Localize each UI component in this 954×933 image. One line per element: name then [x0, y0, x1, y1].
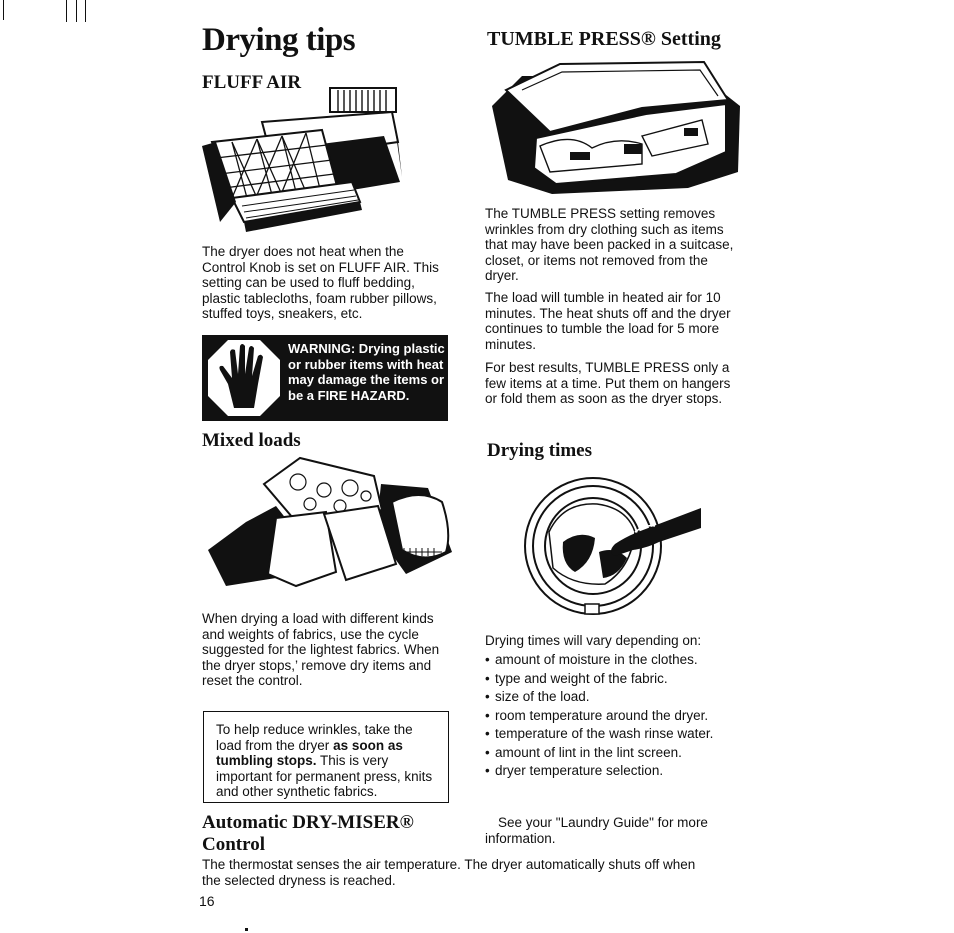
scan-dot — [245, 928, 248, 931]
wrinkle-tip-box — [203, 711, 449, 803]
automatic-control-heading — [202, 812, 414, 856]
automatic-heading-line1: Automatic DRY-MISER® — [202, 812, 414, 833]
mixed-fabrics-illustration — [206, 452, 452, 594]
open-suitcase-illustration — [492, 56, 740, 196]
tip-text-bold: as soon as tumbling stops. — [216, 737, 403, 768]
bedding-pile-illustration — [202, 82, 448, 234]
page-title: Drying tips — [202, 22, 356, 58]
drying-times-note: See your "Laundry Guide" for more information. — [485, 815, 708, 846]
scan-mark — [76, 0, 77, 22]
tip-text-start: To help reduce wrinkles, take the load from the dryer — [216, 722, 413, 753]
automatic-heading-line2: Control — [202, 834, 265, 855]
fluff-air-heading: FLUFF AIR — [202, 72, 302, 93]
dryer-drum-hand-illustration — [523, 472, 701, 622]
drying-times-intro: Drying times will vary depending on: — [485, 633, 702, 648]
mixed-loads-body: When drying a load with different kinds and weights of fabrics, use the cycle suggested for the lightest fabrics. When the dryer stops,’ remove dry items and reset the control. — [202, 611, 440, 688]
automatic-control-body: The thermostat senses the air temperature. The dryer automatically shuts off when the selected dryness is reached. — [202, 857, 696, 888]
page-number: 16 — [199, 893, 215, 909]
warning-text: WARNING: Drying plastic or rubber items with heat may damage the items or be a FIRE HAZARD. — [288, 341, 445, 403]
list-item: • type and weight of the fabric. — [485, 671, 725, 687]
scan-mark — [3, 0, 4, 20]
list-item: • temperature of the wash rinse water. — [485, 726, 725, 742]
tumble-press-para1: The TUMBLE PRESS setting removes wrinkles from dry clothing such as items that may have been packed in a suitcase, closet, or items not removed from the dryer. — [485, 206, 734, 283]
tumble-press-heading: TUMBLE PRESS® Setting — [487, 28, 721, 50]
list-item: • amount of moisture in the clothes. — [485, 652, 725, 668]
scan-mark — [85, 0, 86, 22]
list-item: • amount of lint in the lint screen. — [485, 745, 725, 761]
hand-warning-icon — [206, 338, 282, 418]
list-item: • size of the load. — [485, 689, 725, 705]
fluff-air-body: The dryer does not heat when the Control Knob is set on FLUFF AIR. This setting can be used to fluff bedding, plastic tablecloths, foam rubber pillows, stuffed toys, sneakers, etc. — [202, 244, 439, 321]
scan-mark — [66, 0, 67, 22]
tip-text-end: This is very important for permanent press, knits and other synthetic fabrics. — [216, 753, 433, 799]
tumble-press-para2: The load will tumble in heated air for 10 minutes. The heat shuts off and the dryer continues to tumble the load for 5 more minutes. — [485, 290, 731, 352]
drying-times-heading: Drying times — [487, 440, 593, 461]
list-item: • dryer temperature selection. — [485, 763, 725, 779]
mixed-loads-heading: Mixed loads — [202, 430, 301, 451]
tumble-press-para3: For best results, TUMBLE PRESS only a few items at a time. Put them on hangers or fold them as soon as the dryer stops. — [485, 360, 731, 406]
list-item: • room temperature around the dryer. — [485, 708, 725, 724]
drying-factors-list — [485, 652, 725, 782]
warning-box — [202, 335, 448, 421]
